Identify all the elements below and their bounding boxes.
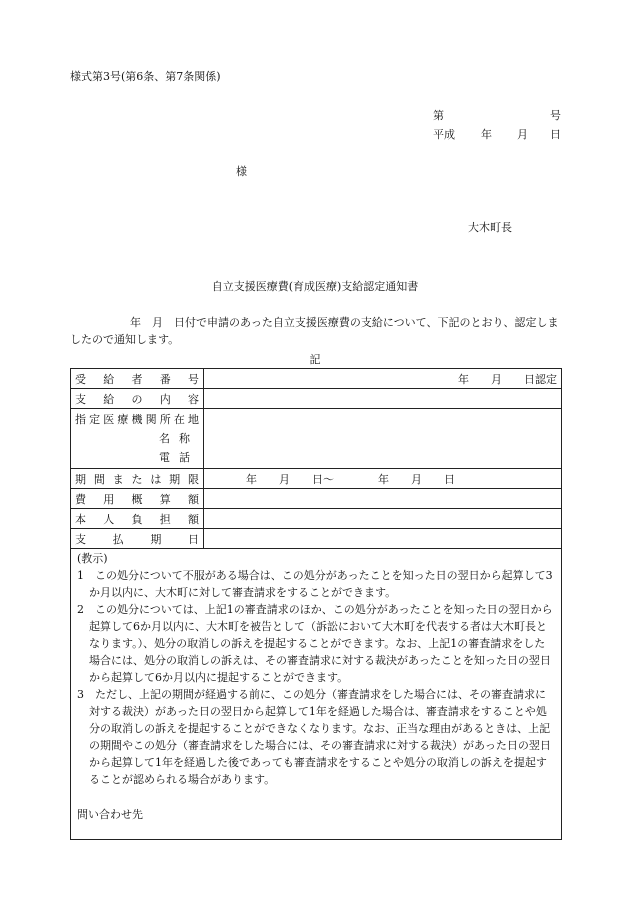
contact-label: 問い合わせ先 — [77, 808, 143, 821]
burden-label: 本 人 負 担 額 — [71, 509, 204, 529]
date-month: 月 — [517, 128, 528, 141]
date-day: 日 — [550, 128, 561, 141]
date-era: 平成 — [433, 128, 455, 141]
addressee: 様 — [236, 165, 247, 178]
facility-label: 指 定 医 療 機 関 所 在 地 名 称 電 話 — [71, 409, 204, 469]
table-row — [71, 489, 562, 509]
burden-value — [204, 509, 562, 529]
cost-label: 費 用 概 算 額 — [71, 489, 204, 509]
period-label: 期 間 ま た は 期 限 — [71, 469, 204, 489]
recipient-number-label: 受 給 者 番 号 — [71, 369, 204, 389]
notice-heading: (教示) — [77, 552, 108, 565]
recipient-number-value: 年 月 日認定 — [204, 369, 562, 389]
period-value: 年 月 日〜 年 月 日 — [204, 469, 562, 489]
table-row — [71, 369, 562, 389]
date-year: 年 — [481, 128, 492, 141]
cost-value — [204, 489, 562, 509]
certification-table — [70, 368, 562, 549]
facility-value — [204, 409, 562, 469]
document-title: 自立支援医療費(育成医療)支給認定通知書 — [211, 280, 419, 293]
notice-box — [70, 548, 562, 840]
doc-number-prefix: 第 — [433, 109, 444, 122]
table-row — [71, 469, 562, 489]
doc-number-suffix: 号 — [550, 109, 561, 122]
table-row — [71, 529, 562, 549]
payment-label: 支 払 期 日 — [71, 529, 204, 549]
payment-value — [204, 529, 562, 549]
issuer: 大木町長 — [468, 221, 512, 234]
table-row — [71, 389, 562, 409]
content-value — [204, 389, 562, 409]
content-label: 支 給 の 内 容 — [71, 389, 204, 409]
ki-heading: 記 — [309, 353, 321, 366]
table-row — [71, 409, 562, 469]
notice-item-2: 2 この処分については、上記1の審査請求のほか、この処分があったことを知った日の翌日から起算して6か月以内に、大木町を被告として（訴訟において大木町を代表する者は大木町長となります。）、処分の取消しの訴えを提起することができます。なお、上記1の審査請求をした場合には、処分の取消しの訴えは、その審査請求に対する裁決があったことを知った日の翌日から起算して6か月以内に提起することができます。 — [77, 603, 553, 684]
table-row — [71, 509, 562, 529]
form-number: 様式第3号(第6条、第7条関係) — [70, 70, 221, 83]
notice-item-3: 3 ただし、上記の期間が経過する前に、この処分（審査請求をした場合には、その審査請求に対する裁決）があった日の翌日から起算して1年を経過した場合は、審査請求をすることや処分の取消しの訴えを提起することができなくなります。なお、正当な理由があるときは、上記の期間やこの処分（審査請求をした場合には、その審査請求に対する裁決）があった日の翌日から起算して1年を経過した後であっても審査請求をすることや処分の取消しの訴えを提起することが認められる場合があります。 — [77, 688, 551, 786]
notice-item-1: 1 この処分について不服がある場合は、この処分があったことを知った日の翌日から起算して3か月以内に、大木町に対して審査請求をすることができます。 — [77, 569, 553, 599]
body-text: 年 月 日付で申請のあった自立支援医療費の支給について、下記のとおり、認定しましたので通知します。 — [70, 316, 559, 346]
